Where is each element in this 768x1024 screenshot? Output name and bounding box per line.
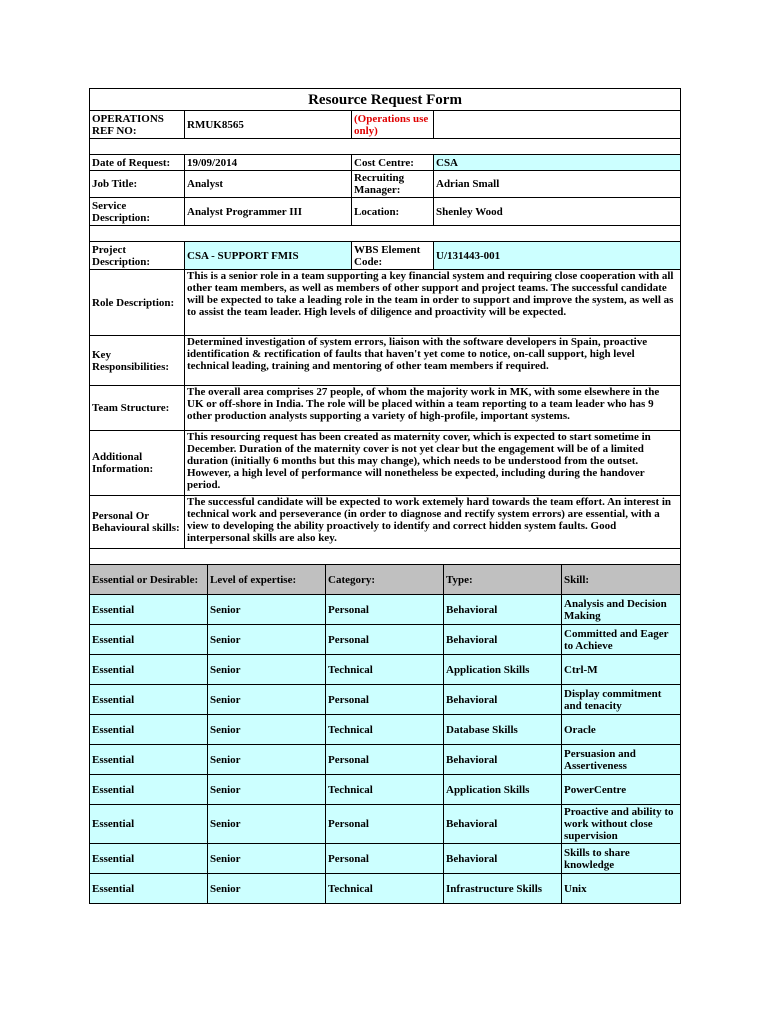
skill-type: Behavioral — [444, 745, 562, 775]
header-skill: Skill: — [562, 565, 681, 595]
skill-category: Personal — [326, 625, 444, 655]
cost-centre-label: Cost Centre: — [352, 155, 434, 171]
skill-row — [90, 745, 681, 775]
skill-name: PowerCentre — [562, 775, 681, 805]
skill-level: Senior — [208, 625, 326, 655]
job-title-value: Analyst — [185, 171, 352, 198]
form-table — [89, 88, 681, 565]
skill-essential: Essential — [90, 685, 208, 715]
ops-ref-value: RMUK8565 — [185, 111, 352, 139]
skill-level: Senior — [208, 775, 326, 805]
cost-centre-value: CSA — [434, 155, 681, 171]
form-title: Resource Request Form — [90, 89, 681, 111]
skill-category: Personal — [326, 805, 444, 844]
date-value: 19/09/2014 — [185, 155, 352, 171]
skill-row — [90, 874, 681, 904]
service-description-label: Service Description: — [90, 198, 185, 226]
location-value: Shenley Wood — [434, 198, 681, 226]
key-responsibilities-text: Determined investigation of system errors, liaison with the software developers in Spain, proactive identification & rectification of faults that haven't yet come to notice, on-call support, high level technical leading, training and mentoring of other team members if required. — [185, 336, 681, 386]
skill-row — [90, 625, 681, 655]
skill-type: Behavioral — [444, 625, 562, 655]
location-label: Location: — [352, 198, 434, 226]
skill-row — [90, 844, 681, 874]
skill-type: Application Skills — [444, 775, 562, 805]
behavioural-skills-text: The successful candidate will be expected to work extemely hard towards the team effort. An interest in technical work and perseverance (in order to diagnose and rectify system errors) are essential, with a view to developing the ability proactively to identify and correct hidden system faults. Good interpersonal skills are also key. — [185, 496, 681, 549]
wbs-element-code-value: U/131443-001 — [434, 242, 681, 270]
skill-category: Personal — [326, 745, 444, 775]
skill-row — [90, 655, 681, 685]
project-description-label: Project Description: — [90, 242, 185, 270]
skill-essential: Essential — [90, 775, 208, 805]
skill-level: Senior — [208, 844, 326, 874]
skill-name: Unix — [562, 874, 681, 904]
job-title-label: Job Title: — [90, 171, 185, 198]
ops-use-only-label: (Operations use only) — [352, 111, 434, 139]
skill-row — [90, 715, 681, 745]
skill-category: Personal — [326, 595, 444, 625]
skill-level: Senior — [208, 685, 326, 715]
skill-essential: Essential — [90, 874, 208, 904]
skill-essential: Essential — [90, 745, 208, 775]
skill-type: Behavioral — [444, 685, 562, 715]
team-structure-label: Team Structure: — [90, 386, 185, 431]
skill-essential: Essential — [90, 715, 208, 745]
spacer-row — [90, 549, 681, 565]
skill-level: Senior — [208, 805, 326, 844]
recruiting-manager-value: Adrian Small — [434, 171, 681, 198]
skill-category: Technical — [326, 715, 444, 745]
skill-category: Technical — [326, 775, 444, 805]
ops-ref-label: OPERATIONS REF NO: — [90, 111, 185, 139]
skill-row — [90, 685, 681, 715]
skill-essential: Essential — [90, 655, 208, 685]
date-label: Date of Request: — [90, 155, 185, 171]
header-essential-or-desirable: Essential or Desirable: — [90, 565, 208, 595]
skill-type: Behavioral — [444, 595, 562, 625]
header-level-of-expertise: Level of expertise: — [208, 565, 326, 595]
skill-type: Behavioral — [444, 844, 562, 874]
skill-category: Technical — [326, 655, 444, 685]
skills-table — [89, 564, 681, 904]
skill-name: Skills to share knowledge — [562, 844, 681, 874]
key-responsibilities-label: Key Responsibilities: — [90, 336, 185, 386]
skill-essential: Essential — [90, 625, 208, 655]
skills-header-row — [90, 565, 681, 595]
wbs-element-code-label: WBS Element Code: — [352, 242, 434, 270]
role-description-label: Role Description: — [90, 270, 185, 336]
skill-level: Senior — [208, 655, 326, 685]
header-type: Type: — [444, 565, 562, 595]
skill-category: Personal — [326, 844, 444, 874]
recruiting-manager-label: Recruiting Manager: — [352, 171, 434, 198]
resource-request-form — [89, 88, 680, 904]
skill-type: Database Skills — [444, 715, 562, 745]
skill-name: Proactive and ability to work without close supervision — [562, 805, 681, 844]
service-description-value: Analyst Programmer III — [185, 198, 352, 226]
skill-row — [90, 595, 681, 625]
skill-name: Oracle — [562, 715, 681, 745]
additional-information-text: This resourcing request has been created as maternity cover, which is expected to start sometime in December. Duration of the maternity cover is not yet clear but the engagement will be of a limited duration (initially 6 months but this may change), which needs to be understood from the outset. However, a high level of performance will nonetheless be expected, including during the handover period. — [185, 431, 681, 496]
skill-level: Senior — [208, 715, 326, 745]
skill-essential: Essential — [90, 844, 208, 874]
skill-category: Personal — [326, 685, 444, 715]
skill-name: Committed and Eager to Achieve — [562, 625, 681, 655]
skill-row — [90, 775, 681, 805]
skill-level: Senior — [208, 874, 326, 904]
skill-type: Behavioral — [444, 805, 562, 844]
role-description-text: This is a senior role in a team supporting a key financial system and requiring close cooperation with all other team members, as well as members of other support and project teams. The successful candidate will be expected to take a leading role in the team in order to support and improve the system, as well as to assist the team leader. High levels of diligence and proactivity will be expected. — [185, 270, 681, 336]
behavioural-skills-label: Personal Or Behavioural skills: — [90, 496, 185, 549]
team-structure-text: The overall area comprises 27 people, of whom the majority work in MK, with some elsewhere in the UK or off-shore in India. The role will be placed within a team reporting to a team leader who has 9 other production analysts supporting a variety of high-profile, important systems. — [185, 386, 681, 431]
skill-essential: Essential — [90, 595, 208, 625]
skill-level: Senior — [208, 745, 326, 775]
header-category: Category: — [326, 565, 444, 595]
skill-category: Technical — [326, 874, 444, 904]
ops-use-only-value[interactable] — [434, 111, 681, 139]
skill-type: Infrastructure Skills — [444, 874, 562, 904]
project-description-value: CSA - SUPPORT FMIS — [185, 242, 352, 270]
spacer-row — [90, 226, 681, 242]
additional-information-label: Additional Information: — [90, 431, 185, 496]
spacer-row — [90, 139, 681, 155]
skill-name: Analysis and Decision Making — [562, 595, 681, 625]
skill-row — [90, 805, 681, 844]
skill-essential: Essential — [90, 805, 208, 844]
skill-level: Senior — [208, 595, 326, 625]
skill-name: Persuasion and Assertiveness — [562, 745, 681, 775]
skill-type: Application Skills — [444, 655, 562, 685]
skill-name: Ctrl-M — [562, 655, 681, 685]
skill-name: Display commitment and tenacity — [562, 685, 681, 715]
